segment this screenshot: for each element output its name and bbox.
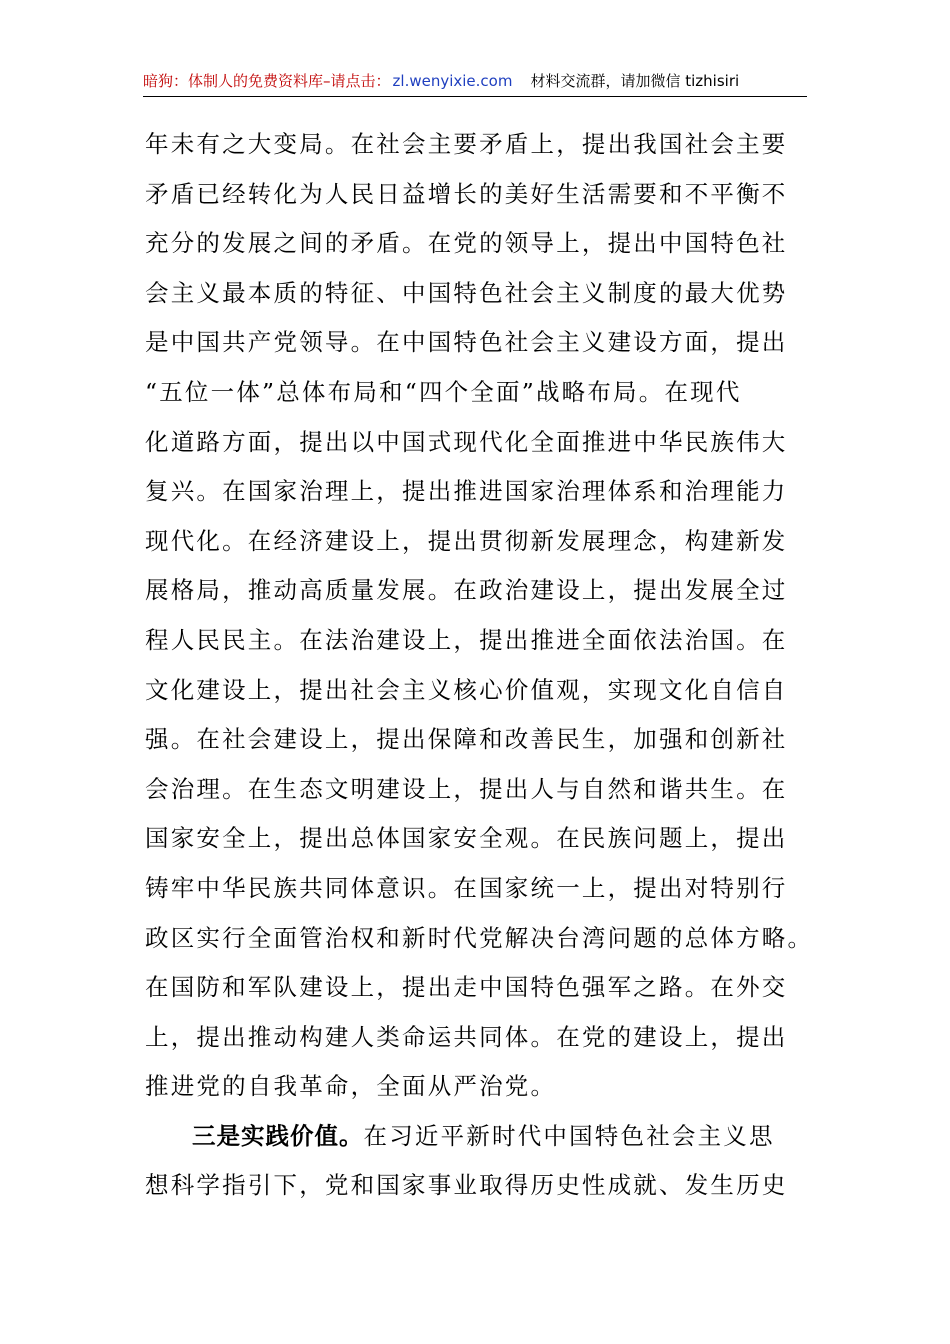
paragraph-continued <box>145 120 814 1112</box>
text-line: 上，提出推动构建人类命运共同体。在党的建设上，提出 <box>145 1022 788 1051</box>
text-line: 强。在社会建设上，提出保障和改善民生，加强和创新社 <box>145 725 788 754</box>
section-lead-heading: 三是实践价值。 <box>192 1121 364 1150</box>
text-line: 文化建设上，提出社会主义核心价值观，实现文化自信自 <box>145 675 788 704</box>
text-line: 会主义最本质的特征、中国特色社会主义制度的最大优势 <box>145 278 788 307</box>
text-line: 国家安全上，提出总体国家安全观。在民族问题上，提出 <box>145 824 788 853</box>
text-line: 展格局，推动高质量发展。在政治建设上，提出发展全过 <box>145 576 788 605</box>
text-line: 推进党的自我革命，全面从严治党。 <box>145 1072 557 1101</box>
text-line: 铸牢中华民族共同体意识。在国家统一上，提出对特别行 <box>145 873 788 902</box>
text-line: 是中国共产党领导。在中国特色社会主义建设方面，提出 <box>145 328 788 357</box>
text-line: 在国防和军队建设上，提出走中国特色强军之路。在外交 <box>145 973 788 1002</box>
text-line: 复兴。在国家治理上，提出推进国家治理体系和治理能力 <box>145 477 788 506</box>
header-wechat-note: 材料交流群，请加微信 tizhisiri <box>530 72 740 90</box>
text-line: 充分的发展之间的矛盾。在党的领导上，提出中国特色社 <box>145 229 788 258</box>
text-line: 现代化。在经济建设上，提出贯彻新发展理念，构建新发 <box>145 526 788 555</box>
text-line: “五位一体”总体布局和“四个全面”战略布局。在现代 <box>145 377 742 406</box>
section-practical-value-line-2: 想科学指引下，党和国家事业取得历史性成就、发生历史 <box>145 1171 788 1200</box>
header-link[interactable]: zl.wenyixie.com <box>392 72 513 90</box>
header-click-prompt: –请点击： <box>323 72 391 90</box>
document-body <box>145 120 814 1211</box>
section-practical-value-line-1 <box>145 1112 785 1162</box>
text-line: 会治理。在生态文明建设上，提出人与自然和谐共生。在 <box>145 774 788 803</box>
text-line: 化道路方面，提出以中国式现代化全面推进中华民族伟大 <box>145 427 788 456</box>
section-text: 在习近平新时代中国特色社会主义思 <box>363 1121 775 1150</box>
page-header <box>143 68 807 97</box>
text-line: 政区实行全面管治权和新时代党解决台湾问题的总体方略。 <box>145 923 814 952</box>
text-line: 年未有之大变局。在社会主要矛盾上，提出我国社会主要 <box>145 130 788 158</box>
text-line: 程人民民主。在法治建设上，提出推进全面依法治国。在 <box>145 625 788 654</box>
header-brand: 暗狗：体制人的免费资料库 <box>143 72 324 90</box>
text-line: 矛盾已经转化为人民日益增长的美好生活需要和不平衡不 <box>145 179 788 208</box>
